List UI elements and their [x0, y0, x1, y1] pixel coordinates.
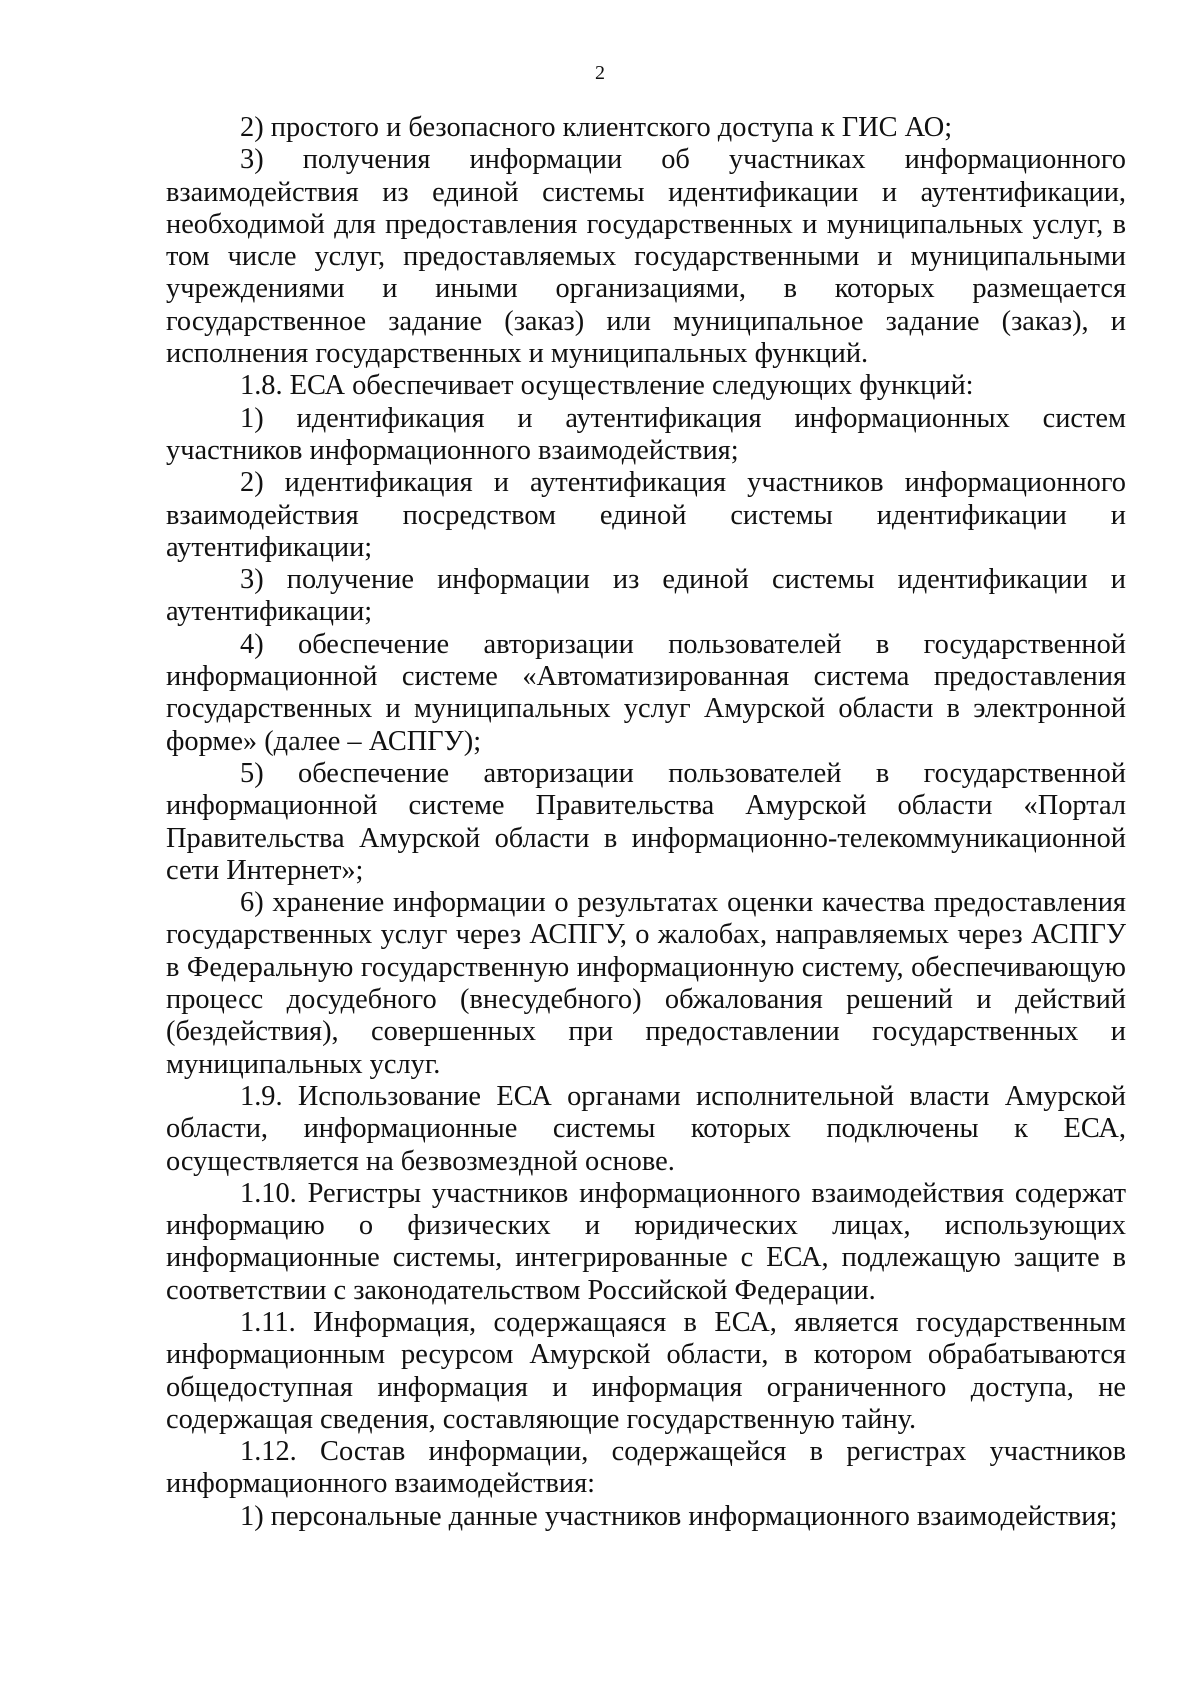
paragraph-1-10: 1.10. Регистры участников информационного взаимодействия содержат информацию о физических и юридических лицах, использующих информационные системы, интегрированные с ЕСА, подлежащую защите в соответствии с законодательством Российской Федерации. — [166, 1177, 1126, 1306]
paragraph-1-9: 1.9. Использование ЕСА органами исполнительной власти Амурской области, информационные системы которых подключены к ЕСА, осуществляется на безвозмездной основе. — [166, 1080, 1126, 1177]
paragraph-register-1: 1) персональные данные участников информационного взаимодействия; — [240, 1500, 1118, 1532]
paragraph-item-3: 3) получения информации об участниках информационного взаимодействия из единой системы идентификации и аутентификации, необходимой для предоставления государственных и муниципальных услуг, в том числе услуг, предоставляемых государственными и муниципальными учреждениями и иными организациями, в которых размещается государственное задание (заказ) или муниципальное задание (заказ), и исполнения государственных и муниципальных функций. — [166, 144, 1126, 370]
page-number: 2 — [595, 62, 605, 84]
paragraph-function-2: 2) идентификация и аутентификация участников информационного взаимодействия посредством единой системы идентификации и аутентификации; — [166, 467, 1126, 563]
paragraph-function-5: 5) обеспечение авторизации пользователей в государственной информационной системе Правительства Амурской области «Портал Правительства Амурской области в информационно-телекоммуникационной сети Интернет»; — [166, 757, 1126, 886]
paragraph-function-1: 1) идентификация и аутентификация информационных систем участников информационного взаимодействия; — [166, 402, 1126, 466]
paragraph-function-4: 4) обеспечение авторизации пользователей в государственной информационной системе «Автоматизированная система предоставления государственных и муниципальных услуг Амурской области в электронной форме» (далее – АСПГУ); — [166, 628, 1126, 757]
document-body — [166, 112, 1126, 1533]
paragraph-1-12: 1.12. Состав информации, содержащейся в регистрах участников информационного взаимодействия: — [166, 1436, 1126, 1500]
paragraph-function-6: 6) хранение информации о результатах оценки качества предоставления государственных услуг через АСПГУ, о жалобах, направляемых через АСПГУ в Федеральную государственную информационную систему, обеспечивающую процесс досудебного (внесудебного) обжалования решений и действий (бездействия), совершенных при предоставлении государственных и муниципальных услуг. — [166, 887, 1126, 1080]
paragraph-item-2: 2) простого и безопасного клиентского доступа к ГИС АО; — [240, 112, 953, 143]
paragraph-1-11: 1.11. Информация, содержащаяся в ЕСА, является государственным информационным ресурсом Амурской области, в котором обрабатываются общедоступная информация и информация ограниченного доступа, не содержащая сведения, составляющие государственную тайну. — [166, 1306, 1126, 1435]
paragraph-1-8: 1.8. ЕСА обеспечивает осуществление следующих функций: — [240, 370, 974, 402]
paragraph-function-3: 3) получение информации из единой системы идентификации и аутентификации; — [166, 564, 1126, 628]
